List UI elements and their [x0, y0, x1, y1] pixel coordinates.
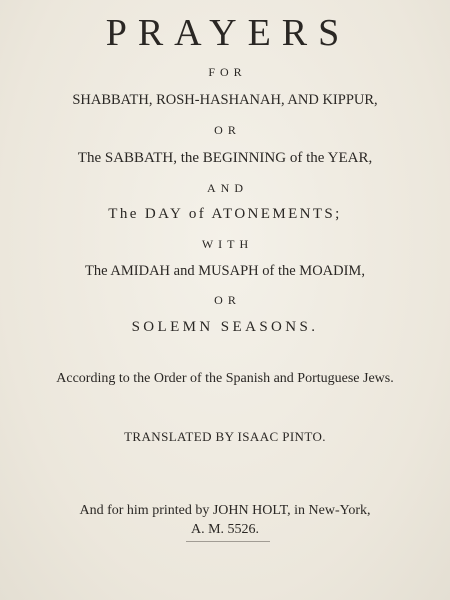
- holidays-line: SHABBATH, ROSH-HASHANAH, AND KIPPUR,: [72, 92, 378, 108]
- translator-line: TRANSLATED BY ISAAC PINTO.: [124, 429, 326, 444]
- according-line: According to the Order of the Spanish and Portuguese Jews.: [56, 371, 394, 386]
- printer-line: And for him printed by JOHN HOLT, in New-York,: [79, 503, 371, 518]
- amidah-line: The AMIDAH and MUSAPH of the MOADIM,: [85, 263, 365, 279]
- conjunction-or-1: OR: [214, 123, 241, 137]
- year-line: A. M. 5526.: [190, 522, 260, 537]
- underline-year: [186, 541, 270, 542]
- conjunction-and: AND: [207, 181, 248, 195]
- page-title: PRAYERS: [105, 12, 351, 54]
- sabbath-line: The SABBATH, the BEGINNING of the YEAR,: [77, 150, 373, 166]
- atonements-line: The DAY of ATONEMENTS;: [108, 206, 342, 222]
- conjunction-for: FOR: [208, 65, 247, 79]
- conjunction-with: WITH: [201, 237, 254, 251]
- conjunction-or-2: OR: [214, 293, 241, 307]
- solemn-seasons-line: SOLEMN SEASONS.: [131, 319, 319, 335]
